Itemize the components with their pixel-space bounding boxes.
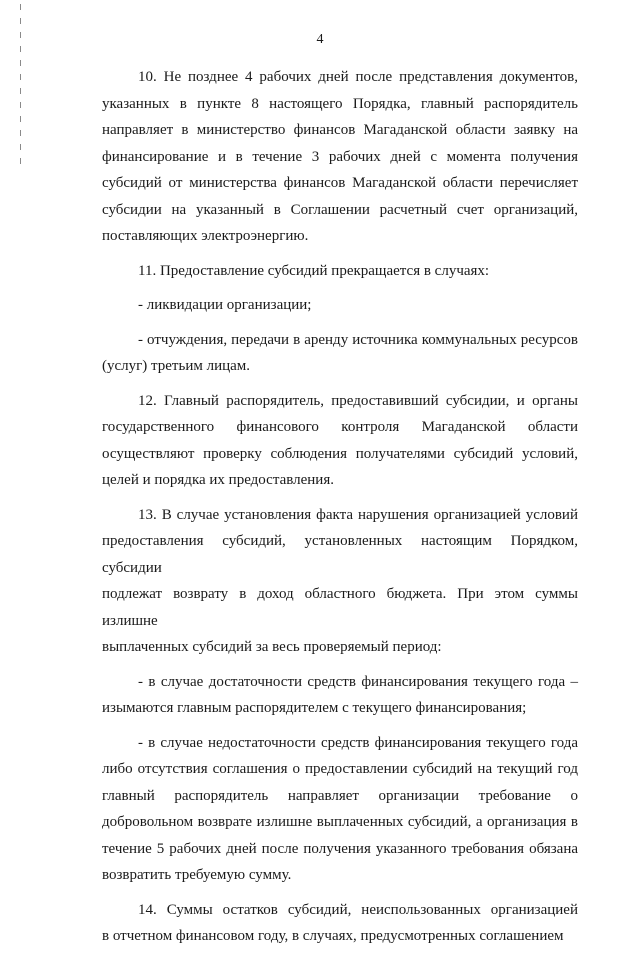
paragraph-line: возвратить требуемую сумму. [102,867,292,883]
paragraph-line: финансирование и в течение 3 рабочих дней с момента получения [102,148,578,165]
paragraph-line: государственного финансового контроля Магаданской области [102,419,578,435]
paragraph-line: целей и порядка их предоставления. [102,472,334,488]
paragraph-line: главный распорядитель направляет организации требование о [102,787,578,804]
paragraph-line: 10. Не позднее 4 рабочих дней после представления документов, [138,69,578,85]
paragraph-line: в отчетном финансовом году, в случаях, предусмотренных соглашением [102,928,564,944]
paragraph-line: - в случае достаточности средств финансирования текущего года – [138,673,578,690]
paragraph [102,64,578,250]
paragraph-line: - ликвидации организации; [138,297,312,313]
paragraph-line: 13. В случае установления факта нарушения организацией условий [138,506,578,523]
paragraph-line: предоставления субсидий, установленных настоящим Порядком, субсидии [102,533,578,576]
paragraph-line: 11. Предоставление субсидий прекращается в случаях: [138,262,490,279]
paragraph-line: субсидий от министерства финансов Магаданской области перечисляет [102,175,578,191]
paragraph [102,292,578,319]
paragraph [102,388,578,494]
paragraph-line: - отчуждения, передачи в аренду источника коммунальных ресурсов [138,331,578,348]
paragraph-line: субсидии на указанный в Соглашении расчетный счет организаций, [102,201,578,218]
paragraph-line: течение 5 рабочих дней после получения указанного требования обязана [102,840,578,857]
margin-binding-mark [20,4,21,164]
paragraph-line: подлежат возврату в доход областного бюджета. При этом суммы излишне [102,586,578,629]
paragraph-line: - в случае недостаточности средств финансирования текущего года [138,734,578,751]
paragraph-line: поставляющих электроэнергию. [102,228,309,244]
paragraph-line: (услуг) третьим лицам. [102,358,251,374]
paragraph [102,258,578,285]
paragraph-line: изымаются главным распорядителем с текущего финансирования; [102,700,527,716]
paragraph-line: 12. Главный распорядитель, предоставивший субсидии, и органы [138,392,578,409]
paragraph-line: осуществляют проверку соблюдения получателями субсидий условий, [102,445,578,462]
paragraph-line: добровольном возврате излишне выплаченных субсидий, а организация в [102,814,578,830]
paragraph [102,327,578,380]
paragraph [102,669,578,722]
paragraph [102,502,578,661]
paragraph [102,897,578,950]
document-body [102,64,578,958]
paragraph-line: направляет в министерство финансов Магаданской области заявку на [102,122,578,138]
paragraph-line: выплаченных субсидий за весь проверяемый период: [102,639,442,655]
page-number: 4 [316,32,324,47]
paragraph-line: 14. Суммы остатков субсидий, неиспользованных организацией [138,901,578,918]
paragraph [102,730,578,889]
paragraph-line: указанных в пункте 8 настоящего Порядка, главный распорядитель [102,95,578,112]
paragraph-line: либо отсутствия соглашения о предоставлении субсидий на текущий год [102,761,578,777]
